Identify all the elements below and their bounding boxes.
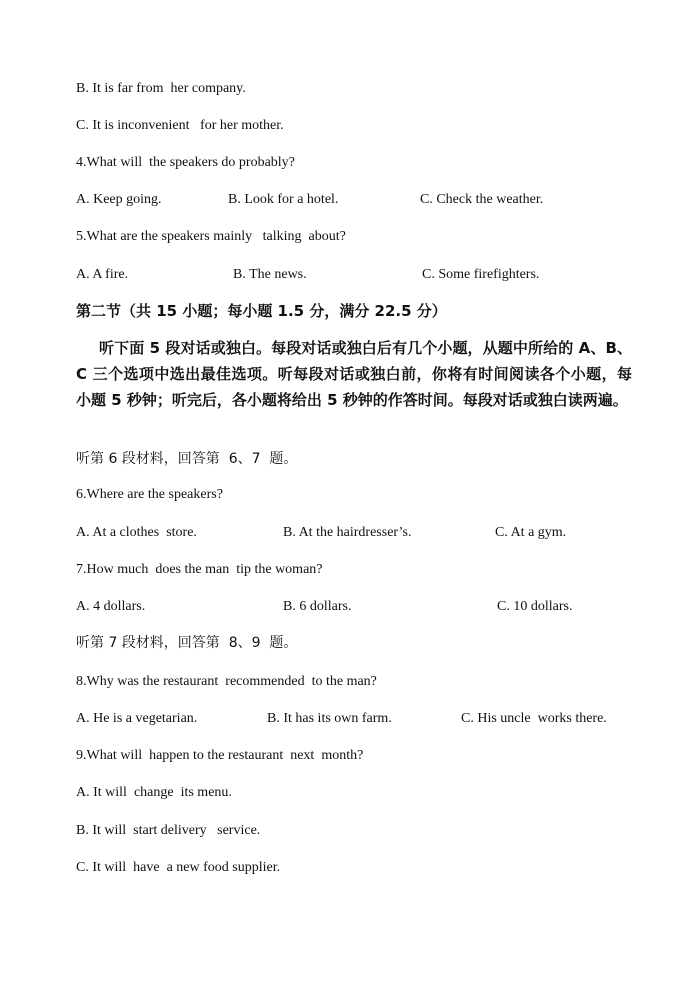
question-8-option-b: B. It has its own farm. xyxy=(267,711,392,726)
question-7-option-c: C. 10 dollars. xyxy=(497,599,573,614)
section-2-instructions: 听下面 5 段对话或独白。每段对话或独白后有几个小题，从题中所给的 A、B、C 三个选项中选出最佳选项。听每段对话或独白前，你将有时间阅读各个小题，每小题 5 秒钟；听完后，各小题将给出 5 秒钟的作答时间。每段对话或独白读两遍。 xyxy=(76,339,632,409)
question-7-option-b: B. 6 dollars. xyxy=(283,599,352,614)
question-4-option-c: C. Check the weather. xyxy=(420,192,544,207)
option-b-prev: B. It is far from her company. xyxy=(76,81,246,96)
material-7-label: 听第 7 段材料，回答第 8、9 题。 xyxy=(76,635,298,651)
question-6-stem: 6.Where are the speakers? xyxy=(76,487,223,502)
question-8-option-a: A. He is a vegetarian. xyxy=(76,711,198,726)
option-c-prev: C. It is inconvenient for her mother. xyxy=(76,118,284,133)
question-7-stem: 7.How much does the man tip the woman? xyxy=(76,562,323,577)
question-6-option-a: A. At a clothes store. xyxy=(76,525,197,540)
question-5-option-b: B. The news. xyxy=(233,267,307,282)
question-5-option-a: A. A fire. xyxy=(76,267,129,282)
question-9-option-a: A. It will change its menu. xyxy=(76,785,232,800)
question-8-option-c: C. His uncle works there. xyxy=(461,711,607,726)
question-4-stem: 4.What will the speakers do probably? xyxy=(76,155,295,170)
question-4-option-b: B. Look for a hotel. xyxy=(228,192,339,207)
question-7-option-a: A. 4 dollars. xyxy=(76,599,146,614)
question-8-stem: 8.Why was the restaurant recommended to the man? xyxy=(76,674,377,689)
question-6-option-c: C. At a gym. xyxy=(495,525,567,540)
question-5-stem: 5.What are the speakers mainly talking about? xyxy=(76,229,346,244)
question-9-option-c: C. It will have a new food supplier. xyxy=(76,860,281,875)
question-4-option-a: A. Keep going. xyxy=(76,192,162,207)
question-6-option-b: B. At the hairdresser’s. xyxy=(283,525,412,540)
question-9-option-b: B. It will start delivery service. xyxy=(76,823,261,838)
section-2-heading: 第二节（共 15 小题；每小题 1.5 分，满分 22.5 分） xyxy=(76,302,447,320)
question-5-option-c: C. Some firefighters. xyxy=(422,267,540,282)
question-9-stem: 9.What will happen to the restaurant next month? xyxy=(76,748,364,763)
material-6-label: 听第 6 段材料，回答第 6、7 题。 xyxy=(76,451,298,467)
